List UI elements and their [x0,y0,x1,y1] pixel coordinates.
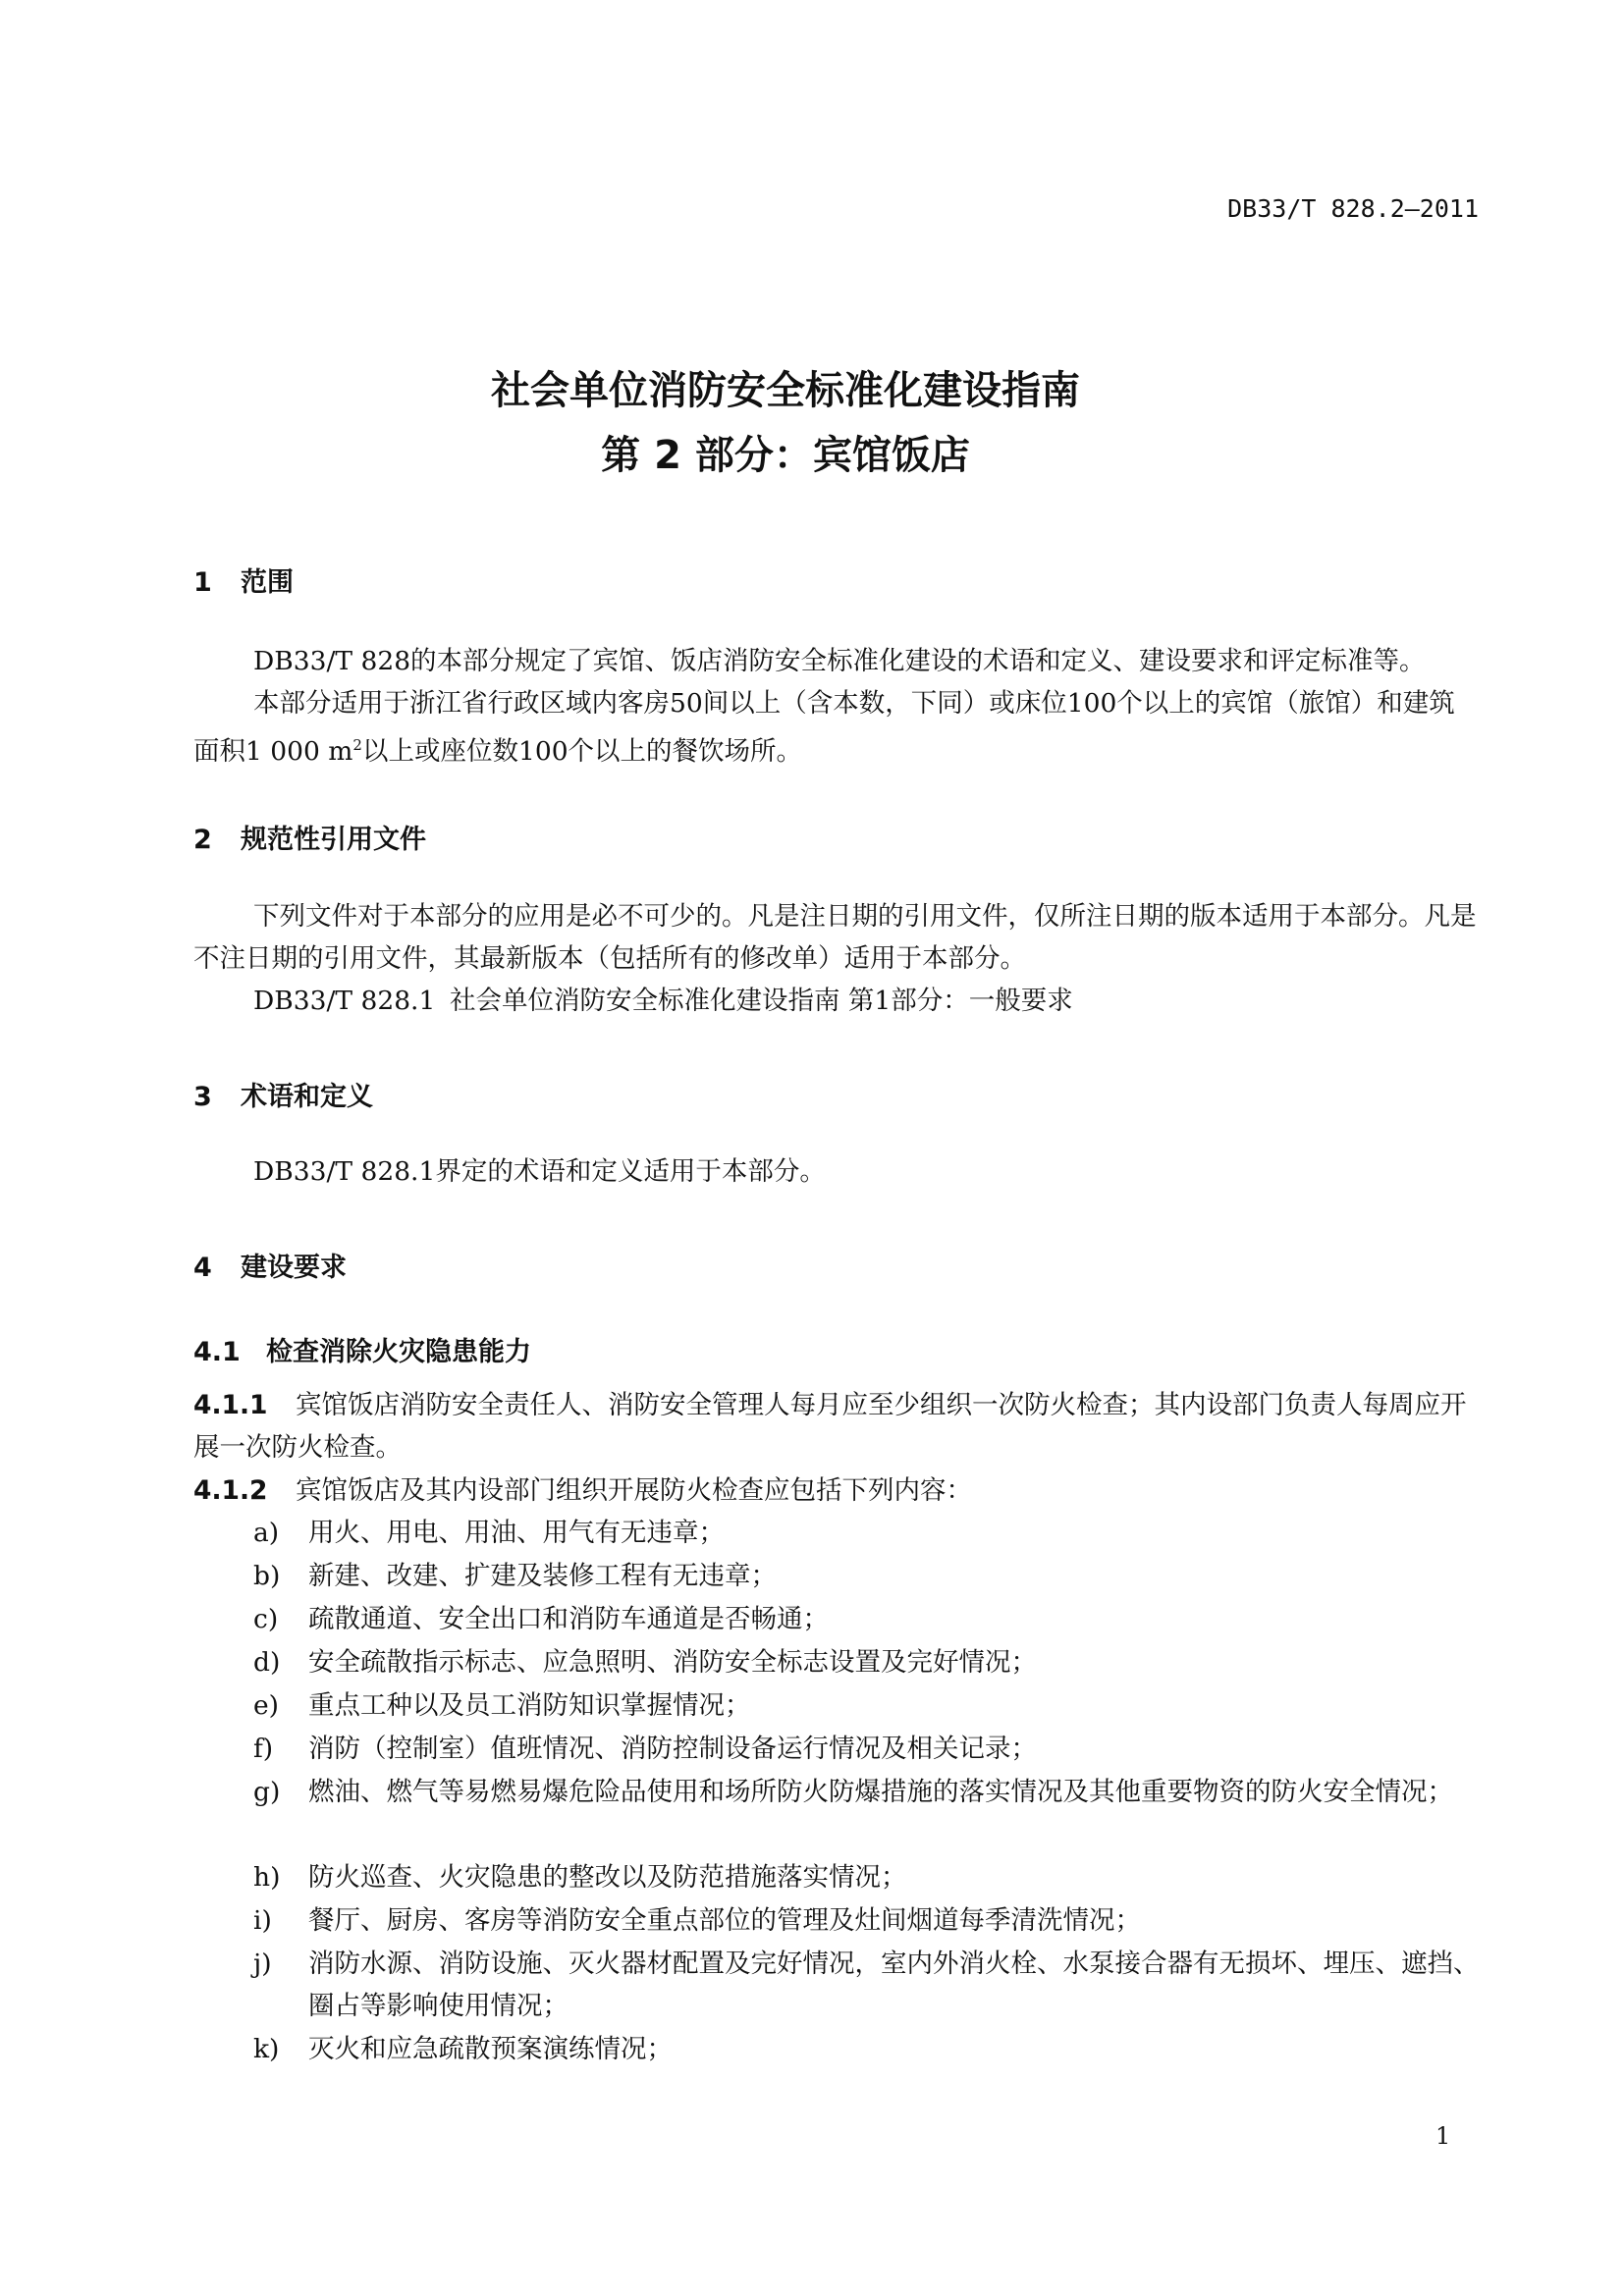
list-text: 用火、用电、用油、用气有无违章； [308,1518,725,1548]
scope-text-b: 以上或座位数100个以上的餐饮场所。 [361,735,803,767]
list-label: g) [253,1777,281,1807]
scope-text-a: 本部分适用于浙江省行政区域内客房50间以上（含本数，下同）或床位100个以上的宾馆（旅馆）和建筑面积1 000 m [193,688,1455,767]
list-label: f) [253,1734,274,1764]
list-text: 疏散通道、安全出口和消防车通道是否畅通； [308,1604,829,1634]
list-item [253,1598,1481,1640]
list-label: h) [253,1862,281,1893]
list-item [253,1771,1481,1813]
clause-4-1-2 [193,1469,1480,1512]
clause-text: 宾馆饭店及其内设部门组织开展防火检查应包括下列内容： [296,1475,972,1506]
scope-paragraph-2 [193,682,1480,773]
list-text: 防火巡查、火灾隐患的整改以及防范措施落实情况； [308,1862,907,1893]
subsection-heading-4-1 [193,1330,531,1368]
list-label: k) [253,2034,280,2064]
normative-paragraph: 下列文件对于本部分的应用是必不可少的。凡是注日期的引用文件，仅所注日期的版本适用于本部分。凡是不注日期的引用文件，其最新版本（包括所有的修改单）适用于本部分。 [193,901,1477,974]
section-heading-2 [193,818,426,856]
section-heading-4 [193,1246,347,1284]
list-text: 餐厅、厨房、客房等消防安全重点部位的管理及灶间烟道每季清洗情况； [308,1905,1141,1936]
list-text: 消防（控制室）值班情况、消防控制设备运行情况及相关记录； [308,1734,1037,1764]
subsection-title: 检查消除火灾隐患能力 [266,1337,531,1367]
reference-code: DB33/T 828.1 [253,986,436,1016]
list-label: b) [253,1561,281,1591]
clause-number: 4.1.1 [193,1390,268,1420]
document-subtitle: 第 2 部分：宾馆饭店 [601,433,970,478]
list-text: 安全疏散指示标志、应急照明、消防安全标志设置及完好情况； [308,1647,1037,1678]
list-text: 燃油、燃气等易燃易爆危险品使用和场所防火防爆措施的落实情况及其他重要物资的防火安全情况； [308,1777,1453,1807]
reference-title: 社会单位消防安全标准化建设指南 第1部分：一般要求 [450,986,1073,1016]
reference-entry [253,980,1481,1022]
list-label: e) [253,1690,280,1721]
list-label: a) [253,1518,280,1548]
scope-paragraph-1: DB33/T 828的本部分规定了宾馆、饭店消防安全标准化建设的术语和定义、建设要求和评定标准等。 [253,646,1426,676]
list-label: j) [253,1949,272,1979]
section-heading-3 [193,1075,373,1113]
section-number: 2 [193,825,212,855]
section-number: 4 [193,1253,212,1283]
list-item [253,1943,1481,2027]
subsection-number: 4.1 [193,1337,241,1367]
section-number: 1 [193,567,212,598]
list-label: d) [253,1647,281,1678]
section-heading-1 [193,561,294,599]
list-item [253,1512,1481,1554]
superscript: 2 [352,736,362,754]
list-item [253,1856,1481,1898]
list-item [253,1728,1481,1770]
clause-number: 4.1.2 [193,1475,268,1506]
list-item [253,1641,1481,1683]
page-number: 1 [1435,2122,1451,2150]
clause-text: 宾馆饭店消防安全责任人、消防安全管理人每月应至少组织一次防火检查；其内设部门负责人每周应开展一次防火检查。 [193,1390,1467,1463]
list-text: 灭火和应急疏散预案演练情况； [308,2034,673,2064]
section-number: 3 [193,1082,212,1112]
list-text: 重点工种以及员工消防知识掌握情况； [308,1690,751,1721]
list-item [253,1684,1481,1727]
document-title: 社会单位消防安全标准化建设指南 [491,368,1080,413]
list-item [253,2028,1481,2070]
section-title: 规范性引用文件 [241,825,426,855]
list-text: 消防水源、消防设施、灭火器材配置及完好情况，室内外消火栓、水泵接合器有无损坏、埋压、遮挡、圈占等影响使用情况； [308,1949,1480,2021]
section-title: 术语和定义 [241,1082,373,1112]
clause-4-1-1 [193,1384,1480,1468]
section-title: 范围 [241,567,294,598]
list-label: i) [253,1905,272,1936]
document-number: DB33/T 828.2—2011 [1227,194,1479,223]
section-title: 建设要求 [241,1253,347,1283]
list-item [253,1555,1481,1597]
terms-paragraph: DB33/T 828.1界定的术语和定义适用于本部分。 [253,1156,826,1187]
list-item [253,1899,1481,1942]
list-label: c) [253,1604,279,1634]
list-text: 新建、改建、扩建及装修工程有无违章； [308,1561,777,1591]
